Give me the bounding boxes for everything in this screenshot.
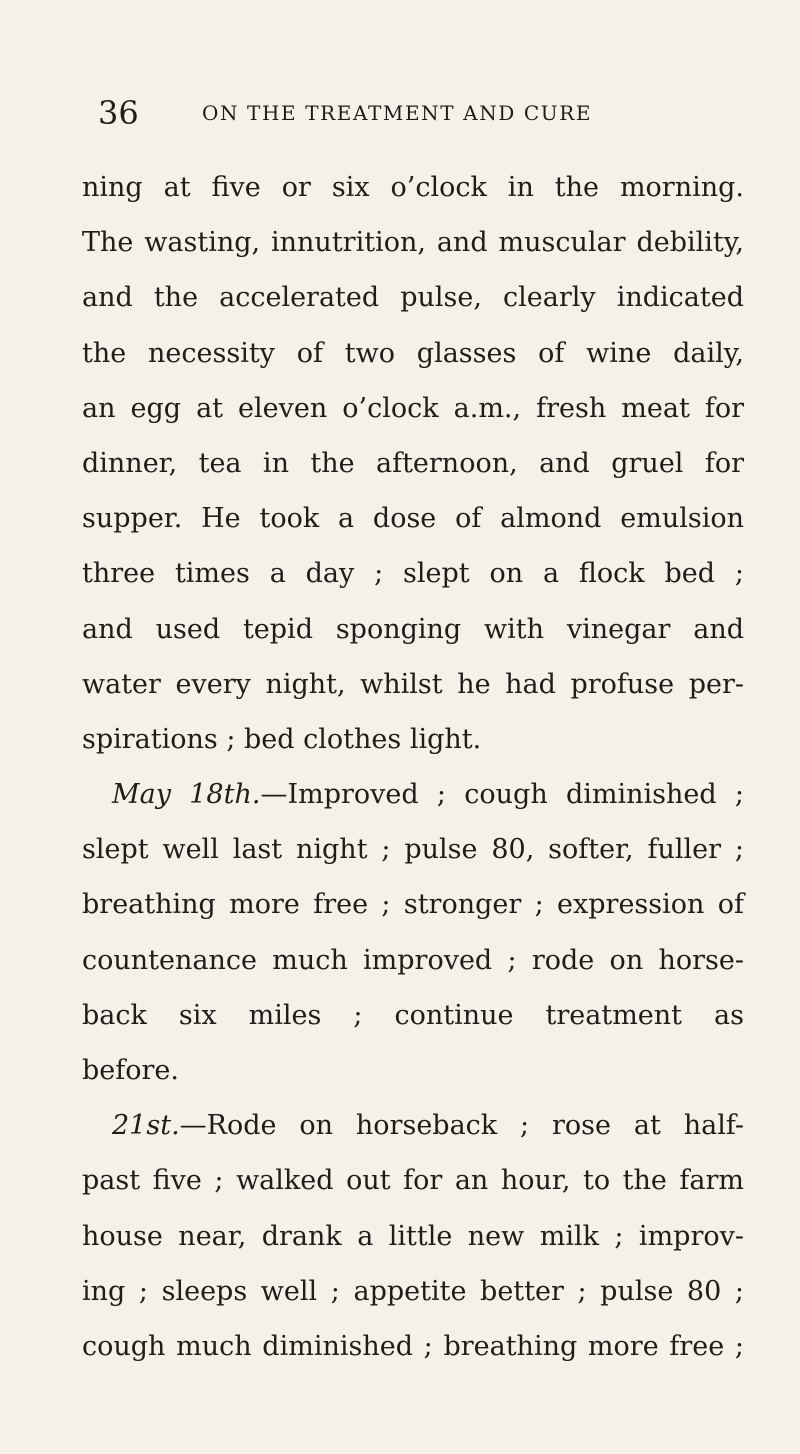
text-line-14: breathing more free ; stronger ; expression of [82, 889, 744, 921]
running-head: ON THE TREATMENT AND CURE [202, 101, 593, 125]
entry-text-may-18: —Improved ; cough diminished ; [260, 779, 744, 811]
text-line-17: before. [82, 1055, 179, 1086]
text-line-1: ning at five or six o’clock in the morning. [82, 172, 744, 203]
text-line-13: slept well last night ; pulse 80, softer, fuller ; [82, 834, 744, 866]
text-line-9: and used tepid sponging with vinegar and [82, 613, 744, 645]
text-line-19: past five ; walked out for an hour, to the farm [82, 1165, 744, 1197]
text-line-10: water every night, whilst he had profuse per- [82, 668, 744, 700]
page-header [0, 0, 800, 140]
text-line-3: and the accelerated pulse, clearly indicated [82, 282, 744, 314]
text-line-4: the necessity of two glasses of wine daily, [82, 337, 744, 369]
entry-date-21st: 21st. [112, 1110, 180, 1142]
entry-may-18 [82, 767, 744, 822]
text-line-16: back six miles ; continue treatment as [82, 999, 744, 1031]
text-line-6: dinner, tea in the afternoon, and gruel for [82, 447, 744, 479]
text-line-2: The wasting, innutrition, and muscular debility, [82, 227, 744, 259]
text-line-11: spirations ; bed clothes light. [82, 723, 482, 755]
text-line-20: house near, drank a little new milk ; improv- [82, 1220, 744, 1252]
text-line-22: cough much diminished ; breathing more free ; [82, 1330, 744, 1362]
entry-21st [82, 1098, 744, 1153]
text-line-5: an egg at eleven o’clock a.m., fresh meat for [82, 392, 744, 424]
text-line-15: countenance much improved ; rode on horse- [82, 944, 744, 976]
entry-text-21st: —Rode on horseback ; rose at half- [179, 1110, 744, 1142]
text-line-21: ing ; sleeps well ; appetite better ; pulse 80 ; [82, 1275, 744, 1307]
text-line-8: three times a day ; slept on a flock bed ; [82, 558, 744, 590]
body-text [82, 160, 744, 1374]
entry-date-may-18: May 18th. [112, 779, 261, 811]
page-number: 36 [98, 94, 139, 132]
text-line-7: supper. He took a dose of almond emulsion [82, 503, 744, 535]
